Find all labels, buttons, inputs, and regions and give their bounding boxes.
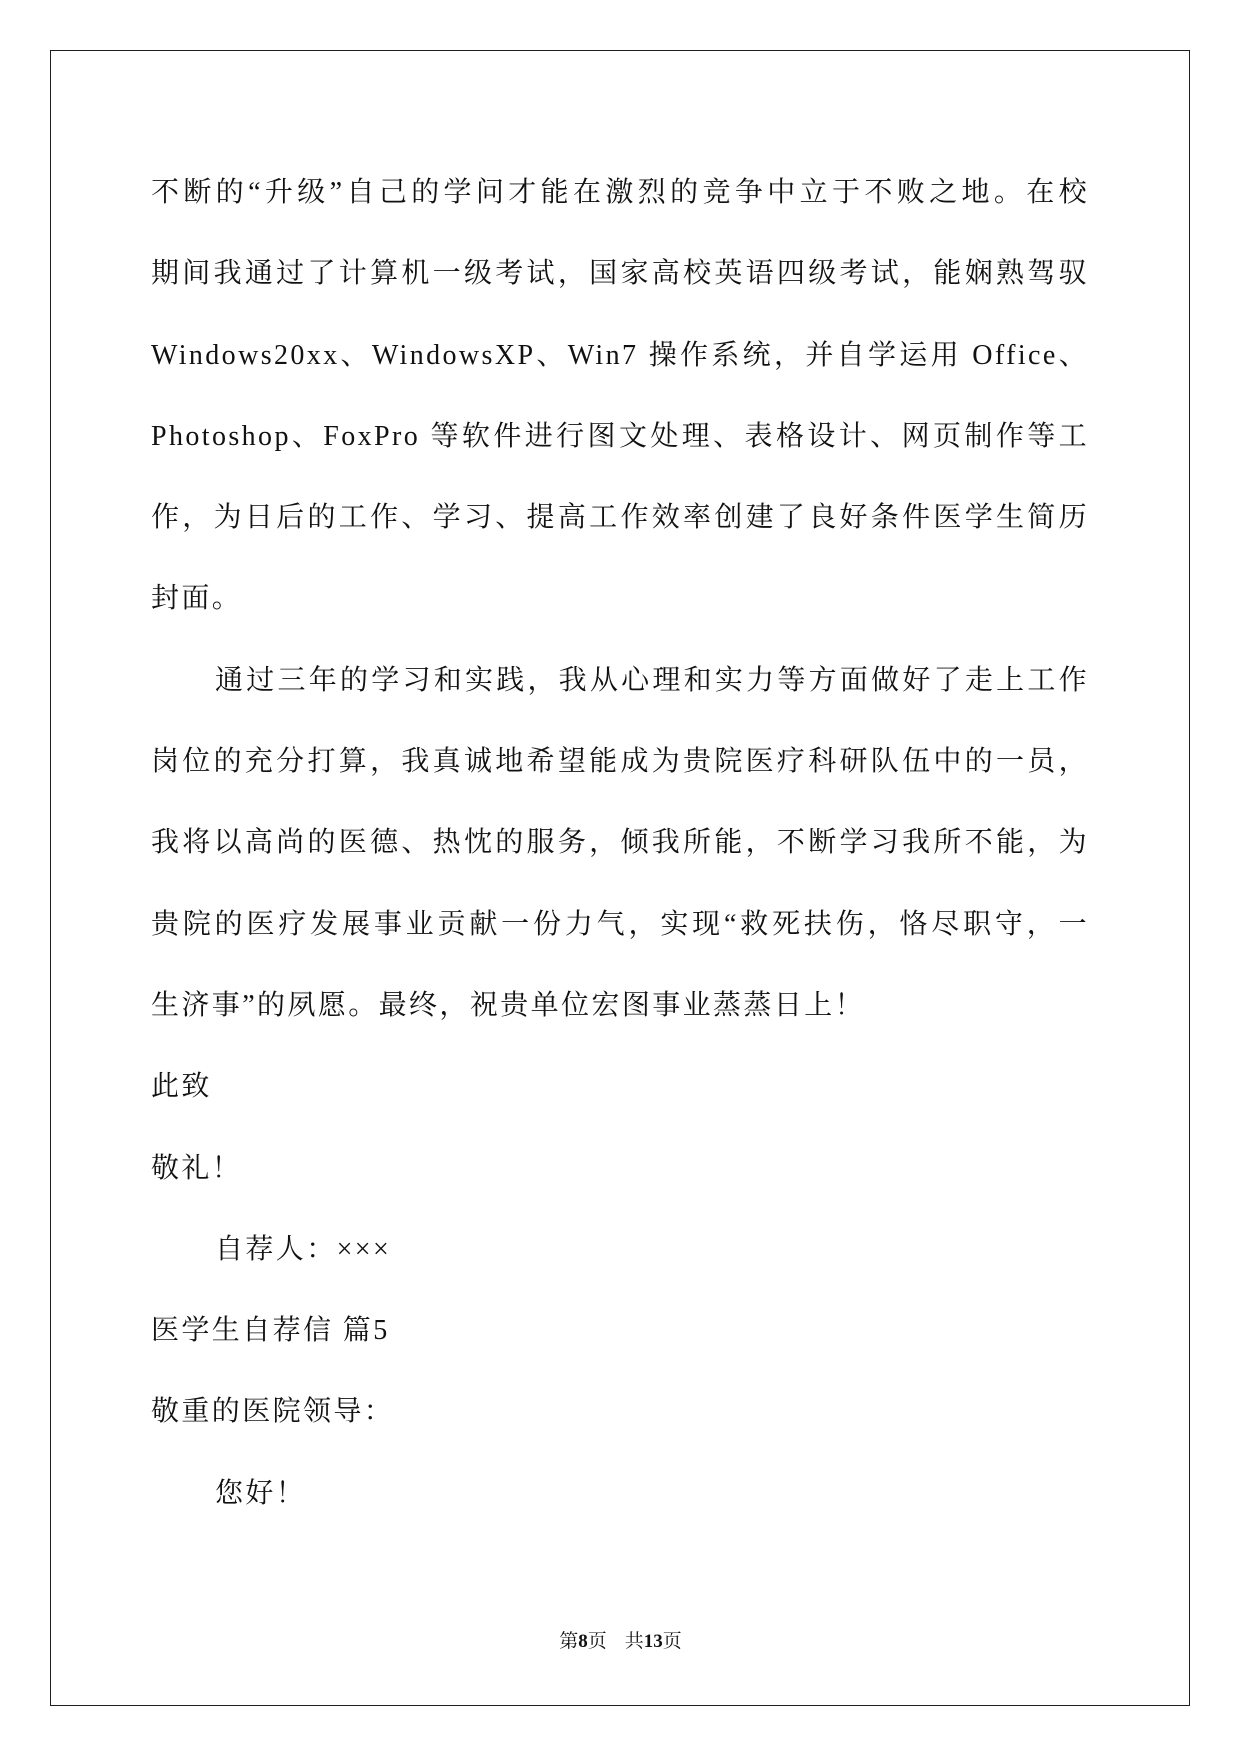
total-suffix: 页: [662, 1631, 682, 1652]
paragraph: [151, 640, 1089, 1046]
body-line: Photoshop、FoxPro 等软件进行图文处理、表格设计、网页制作等工: [151, 420, 1089, 452]
body-line: 期间我通过了计算机一级考试，国家高校英语四级考试，能娴熟驾驭: [151, 258, 1089, 290]
closing-line: 此致: [151, 1071, 212, 1103]
body-line: Windows20xx、WindowsXP、Win7 操作系统，并自学运用 Office、: [151, 339, 1089, 371]
body-line: 作，为日后的工作、学习、提高工作效率创建了良好条件医学生简历: [151, 502, 1089, 534]
body-line: 不断的“升级”自己的学问才能在激烈的竞争中立于不败之地。在校: [151, 177, 1089, 208]
total-prefix: 共: [624, 1631, 644, 1652]
page-suffix: 页: [587, 1631, 607, 1652]
total-pages: 13: [643, 1631, 663, 1652]
page-prefix: 第: [559, 1631, 579, 1652]
document-body: [151, 152, 1089, 1534]
body-line: 岗位的充分打算，我真诚地希望能成为贵院医疗科研队伍中的一员，: [151, 746, 1089, 778]
letter-title: 医学生自荐信 篇5: [151, 1315, 390, 1347]
body-line: 我将以高尚的医德、热忱的服务，倾我所能，不断学习我所不能，为: [151, 827, 1089, 859]
signature-line: 自荐人：×××: [215, 1233, 392, 1265]
page-footer: [0, 1628, 1241, 1656]
paragraph: [151, 152, 1089, 640]
opening-line: 您好！: [215, 1477, 307, 1509]
body-line: 通过三年的学习和实践，我从心理和实力等方面做好了走上工作: [215, 664, 1089, 696]
body-line: 生济事”的夙愿。最终，祝贵单位宏图事业蒸蒸日上！: [151, 989, 866, 1021]
page-number: 8: [578, 1631, 588, 1652]
body-line: 封面。: [151, 583, 243, 615]
salutation-line: 敬礼！: [151, 1152, 243, 1184]
body-line: 贵院的医疗发展事业贡献一份力气，实现“救死扶伤，恪尽职守，一: [151, 908, 1089, 940]
greeting-line: 敬重的医院领导：: [151, 1396, 395, 1428]
